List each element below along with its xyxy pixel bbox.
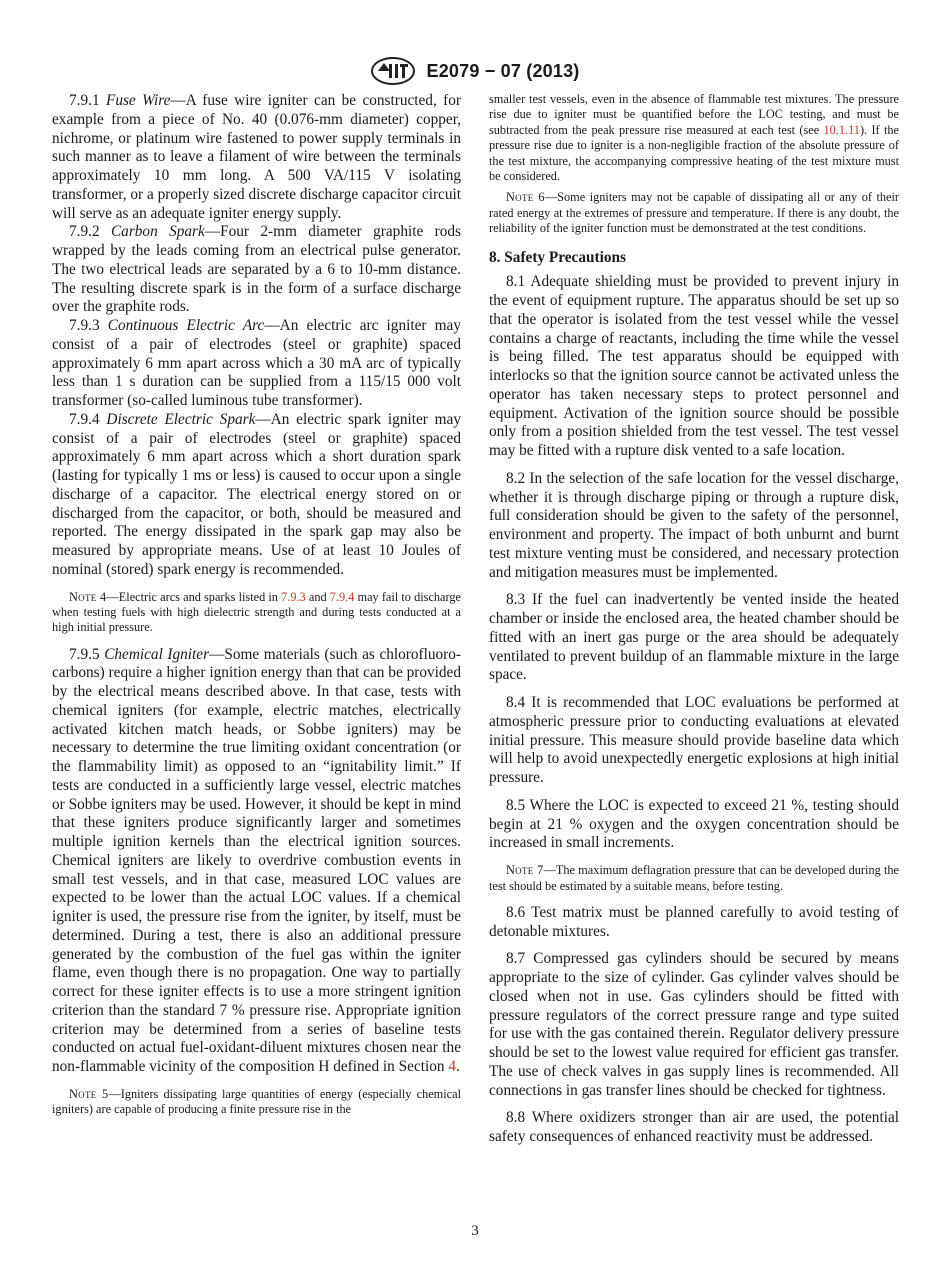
astm-logo-icon (370, 56, 416, 86)
left-column (52, 92, 461, 1128)
paragraph-8-5: 8.5 Where the LOC is expected to exceed 21 %, testing should begin at 21 % oxygen and the oxygen concentration should be increased in small increments. (489, 796, 899, 852)
paragraph-7-9-1: 7.9.1 Fuse Wire—A fuse wire igniter can be constructed, for example from a piece of No. 40 (0.076-mm diameter) copper, nichrome, or platinum wire fastened to power supply terminals in such manner as to leave a filament of wire between the terminals approximately 10 mm long. A 500 VA/115 V isolating transformer, or a properly sized discrete discharge capacitor circuit will serve as an adequate igniter energy supply. (52, 92, 461, 222)
note-4: Note 4—Electric arcs and sparks listed in 7.9.3 and 7.9.4 may fail to discharge when testing fuels with high dielectric strength and during tests conducted at a high initial pressure. (52, 589, 461, 635)
document-designation: E2079 − 07 (2013) (426, 60, 580, 81)
paragraph-7-9-5: 7.9.5 Chemical Igniter—Some materials (such as chlorofluoro-carbons) require a higher ignition energy than that can be provided by the electrical means described above. In that case, tests with chemical igniters (for example, electric matches, electrically activated kitchen match heads, or Sobbe igniters) may be necessary to determine the true limiting oxidant concentration (or the flammability limit) as opposed to an “ignitability limit.” If tests are conducted in a sufficiently large vessel, electric matches or Sobbe igniters may be used. However, it should be kept in mind that these igniters produce significantly larger and sometimes multiple ignition kernels than the electrical ignition sources. Chemical igniters are likely to overdrive combustion events in small test vessels, and in that case, measured LOC values are expected to be lower than the actual LOC values. If a chemical igniter is used, the pressure rise from the igniter, by itself, must be determined. During a test, there is also an additional pressure generated by the combustion of the fuel gas within the igniter flame, even though there is no propagation. One way to partially correct for these igniter effects is to use a more stringent ignition criterion than the standard 7 % pressure rise. Appropriate ignition criterion may be determined from a series of baseline tests conducted on actual fuel-oxidant-diluent mixtures chosen near the non-flammable vicinity of the composition H defined in Section 4. (52, 645, 461, 1076)
paragraph-8-7: 8.7 Compressed gas cylinders should be secured by means appropriate to the size of cylinder. Gas cylinder valves should be closed when not in use. Gas cylinders should be fitted with pressure regulators of the correct pressure range and type suited for use with the gas contained therein. Regulator delivery pressure should be set to the lowest value required for efficient gas transfer. The use of check valves in gas supply lines is recommended. All connections in gas transfer lines should be checked for tightness. (489, 950, 899, 1099)
paragraph-7-9-4: 7.9.4 Discrete Electric Spark—An electric spark igniter may consist of a pair of electrodes (steel or graphite) spaced approximately 6 mm apart across which a short duration spark (lasting for typically 1 ms or less) is caused to occur upon a single discharge of a capacitor. The electrical energy stored on or discharged from the capacitor, or both, should be measured and reported. The energy dissipated in the spark gap may also be measured by appropriate means. Use of at least 10 Joules of nominal (stored) spark energy is recommended. (52, 410, 461, 578)
paragraph-7-9-2: 7.9.2 Carbon Spark—Four 2-mm diameter graphite rods wrapped by the leads coming from an electrical pulse generator. The two electrical leads are separated by a 6 to 10-mm distance. The resulting discrete spark is in the form of a surface discharge over the graphite rods. (52, 223, 461, 316)
link-7-9-3[interactable]: 7.9.3 (281, 589, 306, 604)
note-6: Note 6—Some igniters may not be capable of dissipating all or any of their rated energy at the extremes of pressure and temperature. If there is any doubt, the reliability of the igniter function must be demonstrated at the test conditions. (489, 190, 899, 236)
link-7-9-4[interactable]: 7.9.4 (329, 589, 355, 604)
link-section-4[interactable]: 4 (448, 1058, 457, 1076)
paragraph-7-9-3: 7.9.3 Continuous Electric Arc—An electric arc igniter may consist of a pair of electrodes (steel or graphite) spaced approximately 6 mm apart across which a 30 mA arc of typically less than 1 s duration can be supplied from a 115/15 000 volt transformer (so-called luminous tube transformer). (52, 317, 461, 409)
paragraph-8-3: 8.3 If the fuel can inadvertently be vented inside the heated chamber or inside the enclosed area, the heated chamber should be fitted with an inert gas purge or the area should be adequately ventilated to prevent buildup of an flammable mixture in the large space. (489, 591, 899, 684)
page-number: 3 (471, 1223, 479, 1239)
page-header (0, 56, 950, 86)
paragraph-8-4: 8.4 It is recommended that LOC evaluations be performed at atmospheric pressure prior to conducting evaluations at elevated initial pressure. This measure should provide baseline data which will help to avoid unexpectedly energetic explosions at high initial pressure. (489, 694, 899, 787)
section-heading-safety-precautions: 8. Safety Precautions (489, 248, 626, 266)
note-5: Note 5—Igniters dissipating large quantities of energy (especially chemical igniters) are capable of producing a finite pressure rise in the (52, 1086, 461, 1117)
right-column (489, 92, 899, 1147)
paragraph-8-8: 8.8 Where oxidizers stronger than air are used, the potential safety consequences of enhanced reactivity must be addressed. (489, 1109, 899, 1146)
paragraph-8-6: 8.6 Test matrix must be planned carefully to avoid testing of detonable mixtures. (489, 903, 899, 940)
link-10-1-11[interactable]: 10.1.11 (823, 122, 860, 137)
paragraph-8-1: 8.1 Adequate shielding must be provided to prevent injury in the event of equipment rupture. The apparatus should be set up so that the operator is isolated from the test vessel while the vessel contains a charge of reactants, including the time while the vessel is being filled. The test apparatus should be equipped with interlocks so that the ignition source cannot be activated unless the operator has taken necessary steps to protect personnel and equipment. Activation of the ignition source should be possible only from a position shielded from the test vessel. The test vessel may be fitted with a rupture disk vented to a safe location. (489, 273, 899, 460)
note-7: Note 7—The maximum deflagration pressure that can be developed during the test should be estimated by a suitable means, before testing. (489, 863, 899, 893)
paragraph-8-2: 8.2 In the selection of the safe location for the vessel discharge, whether it is through discharge piping or through a rupture disk, full consideration should be given to the safety of the personnel, environment and property. The impact of both unburnt and burnt test mixture venting must be considered, and necessary protection and mitigation measures must be implemented. (489, 469, 899, 581)
note-5-continued: smaller test vessels, even in the absence of flammable test mixtures. The pressure rise due to igniter must be quantified before the LOC testing, and must be subtracted from the peak pressure rise measured at each test (see 10.1.11). If the pressure rise due to igniter is a non-negligible fraction of the absolute pressure of the test mixture, the accompanying compressive heating of the test mixture must be considered. (489, 92, 899, 184)
